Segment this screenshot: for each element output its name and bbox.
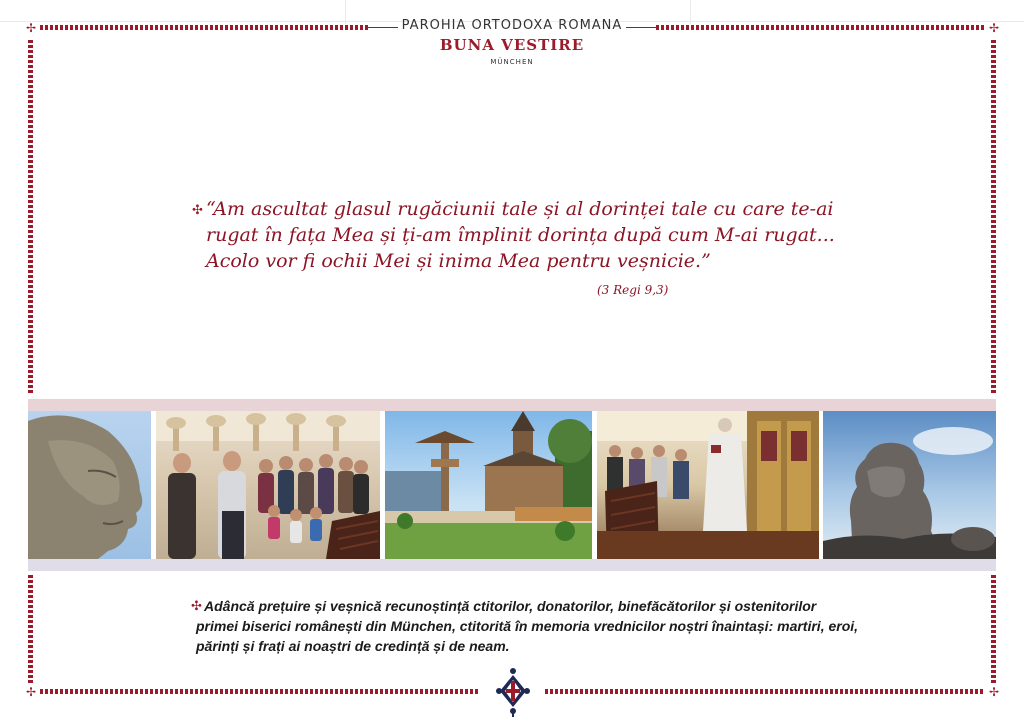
photo-congregation [156,411,380,559]
quote-line: rugat în fața Mea și ți-am împlinit dorința după cum M-ai rugat... [206,224,835,246]
right-border-bottom [991,575,996,685]
bottom-border-left [40,689,480,694]
parish-name: BUNA VESTIRE [439,36,585,54]
left-border-top [28,40,33,395]
parish-city: MÜNCHEN [490,58,534,66]
fold-line-left [345,0,346,24]
photo-band-bottom [28,559,996,571]
left-border-bottom [28,575,33,685]
dedication-line: părinți și frați ai noaștri de credință și de neam. [196,638,510,654]
ornament-cross-icon: ✣ [191,599,202,614]
photo-priest-service [597,411,819,559]
scripture-quote [206,196,835,274]
byzantine-cross-emblem-icon [496,667,530,717]
top-border-left [40,25,368,30]
dedication-line: primei biserici românești din München, ctitorită în memoria vrednicilor noștri înaintași: martiri, eroi, [196,618,859,634]
photo-wooden-church [385,411,592,559]
corner-ornament-icon: ✢ [988,21,1000,35]
photo-bronze-bust [28,411,151,559]
header-rule-right [626,27,656,28]
photo-band-top [28,399,996,411]
fold-line-right [690,0,691,24]
parish-title: PAROHIA ORTODOXA ROMANA [401,18,623,33]
right-border-top [991,40,996,395]
bottom-border-right [545,689,985,694]
quote-line: Acolo vor fi ochii Mei și inima Mea pentru veșnicie.” [206,250,711,272]
corner-ornament-icon: ✢ [25,21,37,35]
corner-ornament-icon: ✢ [25,685,37,699]
header-rule-left [368,27,398,28]
photo-sphinx-rock [823,411,996,559]
top-border-right [656,25,984,30]
quote-line: “Am ascultat glasul rugăciunii tale și al dorinței tale cu care te-ai [206,198,834,220]
dedication-line: Adâncă prețuire și veșnică recunoștință ctitorilor, donatorilor, binefăcătorilor și ostenitorilor [204,598,817,614]
ornament-cross-icon: ✣ [192,203,203,218]
dedication-text [196,596,859,656]
corner-ornament-icon: ✢ [988,685,1000,699]
quote-reference: (3 Regi 9,3) [597,283,669,297]
